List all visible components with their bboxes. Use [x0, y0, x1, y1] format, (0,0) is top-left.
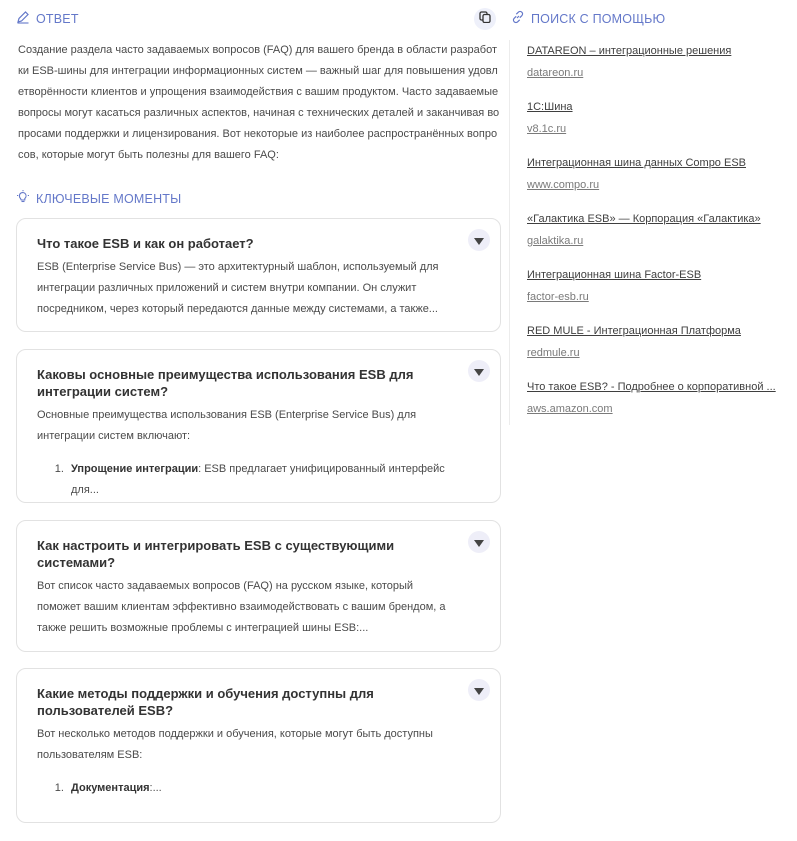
list-item-text: :...: [149, 782, 162, 794]
source-domain[interactable]: datareon.ru: [527, 67, 584, 79]
source-title[interactable]: Что такое ESB? - Подробнее о корпоративной ...: [527, 381, 776, 393]
source-domain[interactable]: factor-esb.ru: [527, 291, 589, 303]
faq-card-title: Как настроить и интегрировать ESB с существующими системами?: [37, 538, 395, 570]
source-item[interactable]: [527, 264, 789, 320]
answer-heading: [16, 10, 79, 27]
faq-card-list: [37, 459, 450, 501]
faq-card-list: [37, 778, 450, 799]
source-item[interactable]: [527, 40, 789, 96]
source-list: [527, 40, 789, 432]
answer-heading-label: ОТВЕТ: [36, 11, 79, 26]
search-heading-label: ПОИСК С ПОМОЩЬЮ: [531, 11, 666, 26]
source-title[interactable]: Интеграционная шина Factor-ESB: [527, 269, 702, 281]
expand-toggle[interactable]: [468, 679, 490, 701]
lightbulb-icon: [16, 190, 30, 207]
source-item[interactable]: [527, 96, 789, 152]
faq-card: [16, 349, 501, 503]
source-domain[interactable]: www.compo.ru: [527, 179, 600, 191]
source-domain[interactable]: aws.amazon.com: [527, 403, 613, 415]
pencil-icon: [16, 10, 30, 27]
faq-card-body: Вот список часто задаваемых вопросов (FAQ) на русском языке, который поможет вашим клиентам эффективно взаимодействовать с вашим брендом, а также решить возможные проблемы с интеграцией шины ESB:...: [37, 580, 446, 634]
copy-icon: [479, 10, 491, 28]
source-domain[interactable]: v8.1c.ru: [527, 123, 567, 135]
chevron-down-icon: [474, 369, 484, 376]
source-title[interactable]: «Галактика ESB» — Корпорация «Галактика»: [527, 213, 761, 225]
source-domain[interactable]: redmule.ru: [527, 347, 580, 359]
expand-toggle[interactable]: [468, 360, 490, 382]
faq-card: [16, 668, 501, 823]
link-icon: [511, 10, 525, 27]
list-item-bold: Документация: [71, 782, 150, 794]
source-domain[interactable]: galaktika.ru: [527, 235, 584, 247]
source-title[interactable]: Интеграционная шина данных Compo ESB: [527, 157, 746, 169]
faq-card-title: Какие методы поддержки и обучения доступны для пользователей ESB?: [37, 686, 374, 718]
list-item: [67, 778, 450, 799]
list-item: [67, 459, 450, 501]
expand-toggle[interactable]: [468, 229, 490, 251]
chevron-down-icon: [474, 688, 484, 695]
faq-card-body: ESB (Enterprise Service Bus) — это архитектурный шаблон, используемый для интеграции различных приложений и систем внутри компании. Он служит посредником, через который передаются данные между системами, а также...: [37, 261, 439, 315]
key-points-heading-label: КЛЮЧЕВЫЕ МОМЕНТЫ: [36, 191, 182, 206]
list-item-text: : ESB предлагает унифицированный интерфейс для...: [71, 463, 445, 496]
faq-card-body: Основные преимущества использования ESB (Enterprise Service Bus) для интеграции систем включают:: [37, 409, 417, 442]
source-item[interactable]: [527, 320, 789, 376]
source-title[interactable]: DATAREON – интеграционные решения: [527, 45, 732, 57]
copy-button[interactable]: [474, 8, 496, 30]
chevron-down-icon: [474, 540, 484, 547]
faq-card: [16, 218, 501, 332]
source-title[interactable]: 1С:Шина: [527, 101, 573, 113]
expand-toggle[interactable]: [468, 531, 490, 553]
source-title[interactable]: RED MULE - Интеграционная Платформа: [527, 325, 741, 337]
key-points-heading: [16, 190, 181, 207]
search-heading: [511, 10, 665, 27]
faq-card-body: Вот несколько методов поддержки и обучения, которые могут быть доступны пользователям ESB:: [37, 728, 433, 761]
faq-card-title: Каковы основные преимущества использования ESB для интеграции систем?: [37, 367, 414, 399]
faq-card: [16, 520, 501, 652]
source-item[interactable]: [527, 152, 789, 208]
column-divider: [509, 40, 510, 425]
list-item-bold: Упрощение интеграции: [71, 463, 199, 475]
chevron-down-icon: [474, 238, 484, 245]
source-item[interactable]: [527, 376, 789, 432]
faq-card-title: Что такое ESB и как он работает?: [37, 236, 254, 251]
answer-text: Создание раздела часто задаваемых вопросов (FAQ) для вашего бренда в области разработки ESB-шины для интеграции информационных систем — важный шаг для повышения удовлетворённости клиентов и упрощения взаимодействия с вашим продуктом. Часто задаваемые вопросы могут касаться различных аспектов, начиная с технических деталей и заканчивая вопросами поддержки и лицензирования. Вот некоторые из наиболее распространённых вопросов, которые могут быть полезны для вашего FAQ:: [18, 44, 500, 161]
source-item[interactable]: [527, 208, 789, 264]
